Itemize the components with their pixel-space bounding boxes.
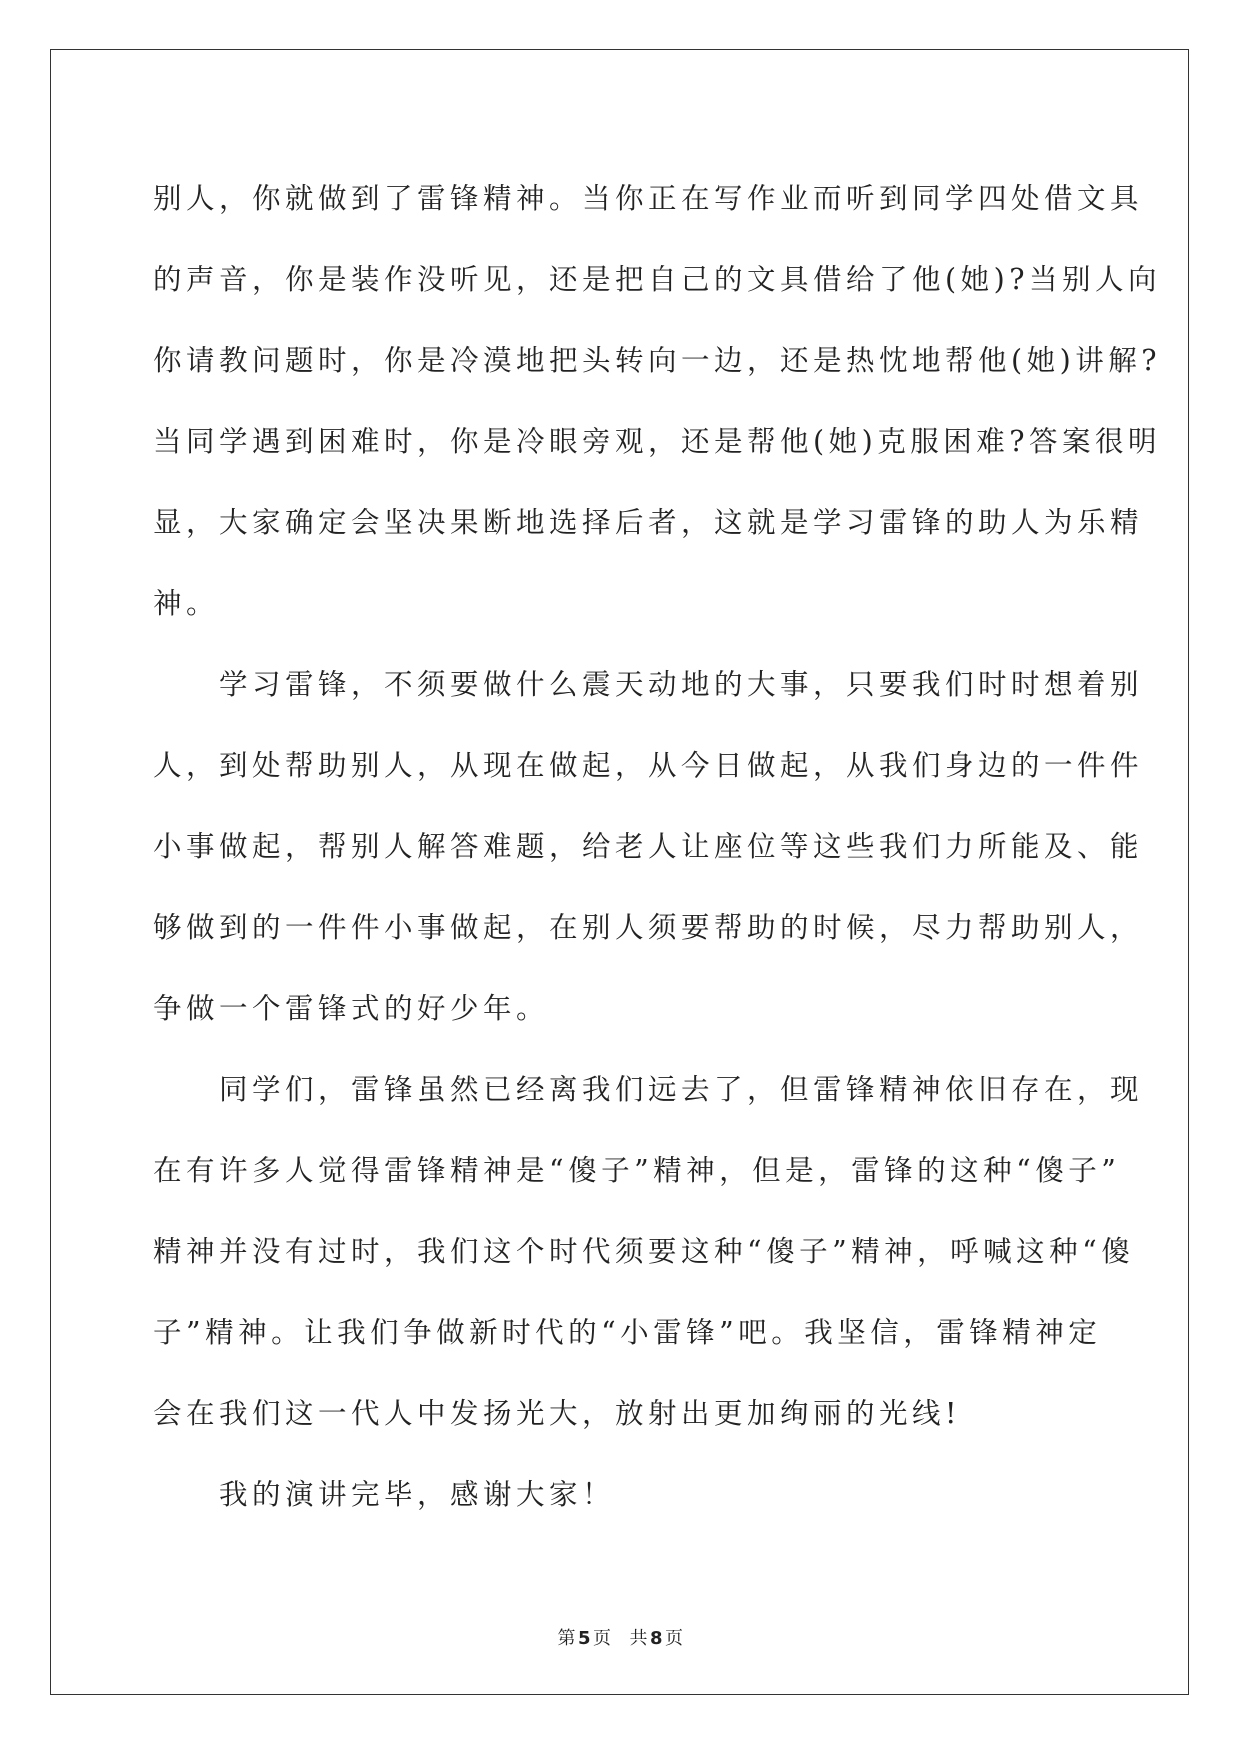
document-body [153,158,1162,1535]
text-line: 会在我们这一代人中发扬光大，放射出更加绚丽的光线! [153,1397,961,1430]
text-line: 你请教问题时，你是冷漠地把头转向一边，还是热忱地帮他(她)讲解? [153,344,1162,377]
footer-total-unit: 页 [665,1628,684,1649]
footer-prefix: 第 [557,1628,576,1649]
footer-total-prefix: 共 [629,1628,648,1649]
text-line: 神。 [153,587,220,620]
text-line: 人，到处帮助别人，从现在做起，从今日做起，从我们身边的一件件 [153,749,1144,782]
text-line: 够做到的一件件小事做起，在别人须要帮助的时候，尽力帮助别人， [153,911,1144,944]
total-page-number: 8 [650,1628,664,1649]
text-line: 争做一个雷锋式的好少年。 [153,992,550,1025]
page-footer [0,1624,1241,1650]
text-line: 小事做起，帮别人解答难题，给老人让座位等这些我们力所能及、能 [153,830,1144,863]
text-line: 当同学遇到困难时，你是冷眼旁观，还是帮他(她)克服困难?答案很明 [153,425,1162,458]
text-line: 别人，你就做到了雷锋精神。当你正在写作业而听到同学四处借文具 [153,182,1144,215]
text-line: 的声音，你是装作没听见，还是把自己的文具借给了他(她)?当别人向 [153,263,1162,296]
text-line: 在有许多人觉得雷锋精神是“傻子”精神，但是，雷锋的这种“傻子” [153,1154,1121,1187]
text-line: 显，大家确定会坚决果断地选择后者，这就是学习雷锋的助人为乐精 [153,506,1144,539]
text-line: 子”精神。让我们争做新时代的“小雷锋”吧。我坚信，雷锋精神定 [153,1316,1102,1349]
footer-page-unit: 页 [593,1628,612,1649]
current-page-number: 5 [577,1628,591,1649]
text-line: 精神并没有过时，我们这个时代须要这种“傻子”精神，呼喊这种“傻 [153,1235,1135,1268]
text-line: 同学们，雷锋虽然已经离我们远去了，但雷锋精神依旧存在，现 [153,1073,1144,1106]
text-line: 学习雷锋，不须要做什么震天动地的大事，只要我们时时想着别 [153,668,1144,701]
text-line: 我的演讲完毕，感谢大家！ [153,1478,616,1511]
